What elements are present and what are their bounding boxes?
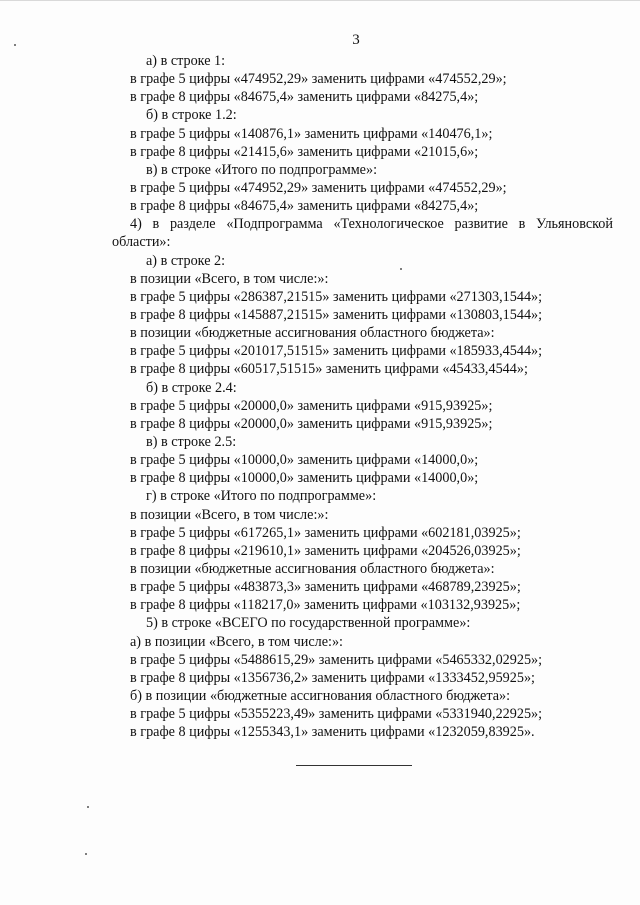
- text-line: в графе 8 цифры «84675,4» заменить цифрами «84275,4»;: [130, 89, 479, 106]
- text-line: в графе 8 цифры «21415,6» заменить цифрами «21015,6»;: [130, 143, 479, 160]
- amendment-text: [0, 52, 640, 741]
- text-line: б) в строке 1.2:: [146, 107, 237, 124]
- text-line: в графе 8 цифры «1255343,1» заменить цифрами «1232059,83925».: [130, 724, 535, 741]
- text-line: в графе 5 цифры «483873,3» заменить цифрами «468789,23925»;: [130, 579, 521, 596]
- text-line: в графе 8 цифры «219610,1» заменить цифрами «204526,03925»;: [130, 542, 521, 559]
- text-line: 5) в строке «ВСЕГО по государственной программе»:: [146, 615, 471, 632]
- text-line: б) в позиции «бюджетные ассигнования областного бюджета»:: [130, 687, 511, 704]
- end-of-text-rule: [296, 765, 412, 766]
- text-line: в позиции «бюджетные ассигнования областного бюджета»:: [130, 325, 495, 342]
- scan-speck: [87, 806, 89, 808]
- text-line: в графе 8 цифры «20000,0» заменить цифрами «915,93925»;: [130, 415, 493, 432]
- text-line: в графе 8 цифры «84675,4» заменить цифрами «84275,4»;: [130, 198, 479, 215]
- text-line: а) в строке 2:: [146, 252, 226, 269]
- text-line: в позиции «бюджетные ассигнования областного бюджета»:: [130, 560, 495, 577]
- text-line: в графе 5 цифры «20000,0» заменить цифрами «915,93925»;: [130, 397, 493, 414]
- text-line: в графе 5 цифры «201017,51515» заменить цифрами «185933,4544»;: [130, 343, 543, 360]
- scan-speck: [400, 268, 402, 270]
- text-line: в графе 5 цифры «140876,1» заменить цифрами «140476,1»;: [130, 125, 493, 142]
- text-line: б) в строке 2.4:: [146, 379, 237, 396]
- text-line: в позиции «Всего, в том числе:»:: [130, 506, 329, 523]
- text-line: 4) в разделе «Подпрограмма «Технологическое развитие в Ульяновской: [130, 216, 613, 233]
- text-line: в графе 8 цифры «118217,0» заменить цифрами «103132,93925»;: [130, 597, 521, 614]
- text-line: в графе 5 цифры «5488615,29» заменить цифрами «5465332,02925»;: [130, 651, 543, 668]
- text-line: в графе 5 цифры «617265,1» заменить цифрами «602181,03925»;: [130, 524, 521, 541]
- text-line: в позиции «Всего, в том числе:»:: [130, 270, 329, 287]
- text-line: в) в строке 2.5:: [146, 433, 237, 450]
- text-line: в графе 5 цифры «286387,21515» заменить цифрами «271303,1544»;: [130, 288, 543, 305]
- scan-speck: [14, 44, 16, 46]
- text-line: области»:: [112, 234, 171, 251]
- scan-speck: [85, 853, 87, 855]
- top-edge-line: [0, 0, 640, 1]
- text-line: в графе 8 цифры «1356736,2» заменить цифрами «1333452,95925»;: [130, 669, 535, 686]
- text-line: г) в строке «Итого по подпрограмме»:: [146, 488, 377, 505]
- text-line: в графе 5 цифры «10000,0» заменить цифрами «14000,0»;: [130, 452, 479, 469]
- text-line: в графе 5 цифры «474952,29» заменить цифрами «474552,29»;: [130, 71, 507, 88]
- text-line: в) в строке «Итого по подпрограмме»:: [146, 161, 378, 178]
- page-number: 3: [352, 32, 360, 48]
- text-line: в графе 5 цифры «5355223,49» заменить цифрами «5331940,22925»;: [130, 706, 543, 723]
- text-line: в графе 8 цифры «60517,51515» заменить цифрами «45433,4544»;: [130, 361, 528, 378]
- text-line: а) в позиции «Всего, в том числе:»:: [130, 633, 343, 650]
- text-line: а) в строке 1:: [146, 53, 226, 69]
- text-line: в графе 5 цифры «474952,29» заменить цифрами «474552,29»;: [130, 179, 507, 196]
- text-line: в графе 8 цифры «145887,21515» заменить цифрами «130803,1544»;: [130, 306, 543, 323]
- text-line: в графе 8 цифры «10000,0» заменить цифрами «14000,0»;: [130, 470, 479, 487]
